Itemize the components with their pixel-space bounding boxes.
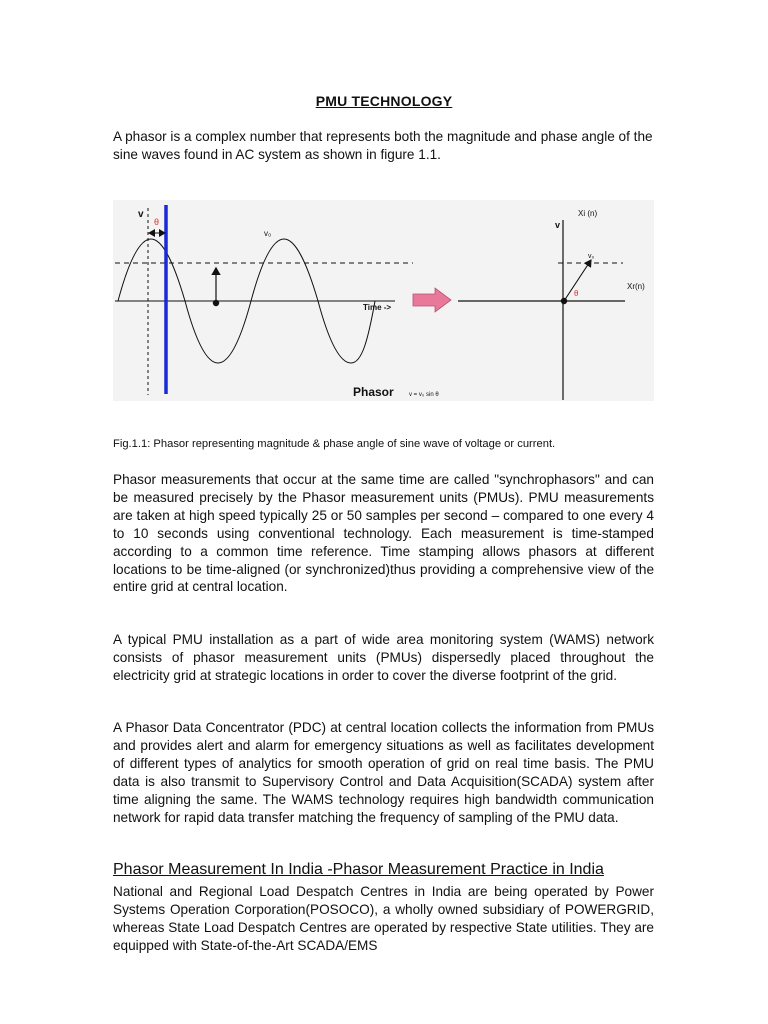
paragraph-india: National and Regional Load Despatch Centres in India are being operated by Power Systems Operation Corporation(POSOCO), a wholly owned subsidiary of POWERGRID, whereas State Load Despatch Centres are operated by respective State utilities. They are equipped with State-of-the-Art SCADA/EMS: [113, 884, 654, 953]
page-title: PMU TECHNOLOGY: [315, 93, 453, 109]
vo-wave-label: v₀: [264, 229, 272, 238]
intro-paragraph: A phasor is a complex number that represents both the magnitude and phase angle of the sine waves found in AC system as shown in figure 1.1.: [113, 129, 653, 162]
xi-label: Xi (n): [578, 209, 598, 218]
vo-vector-label: v₀: [588, 253, 595, 260]
phasor-formula: v = v₀ sin θ: [409, 392, 439, 398]
section-heading: Phasor Measurement In India -Phasor Measurement Practice in India: [113, 861, 604, 878]
theta-label-right: θ: [574, 289, 579, 298]
paragraph-pdc: A Phasor Data Concentrator (PDC) at central location collects the information from PMUs and provides alert and alarm for emergency situations as well as facilitates development of different types of analytics for smooth operation of grid on real time basis. The PMU data is also transmit to Supervisory Control and Data Acquisition(SCADA) system after time aligning the same. The WAMS technology requires high bandwidth communication network for rapid data transfer matching the frequency of sampling of the PMU data.: [113, 720, 654, 825]
time-axis-label: Time ->: [363, 303, 392, 312]
v-label-left: v: [138, 209, 144, 220]
figure-caption: Fig.1.1: Phasor representing magnitude & phase angle of sine wave of voltage or current.: [113, 438, 556, 450]
paragraph-synchrophasors: Phasor measurements that occur at the same time are called "synchrophasors" and can be measured precisely by the Phasor measurement units (PMUs). PMU measurements are taken at high speed typically 25 or 50 samples per second – compared to one every 4 to 10 seconds using conventional technology. Each measurement is time-stamped according to a common time reference. Time stamping allows phasors at different locations to be time-aligned (or synchronized)thus providing a comprehensive view of the entire grid at central location.: [113, 472, 654, 595]
amplitude-point: [213, 300, 219, 306]
phasor-word: Phasor: [353, 385, 394, 399]
v-label-right: v: [555, 220, 561, 230]
phasor-figure: [113, 200, 654, 401]
phasor-diagram: [113, 200, 654, 401]
transform-arrow: [413, 288, 451, 312]
phasor-origin: [561, 298, 567, 304]
theta-label-left: θ: [154, 217, 160, 227]
paragraph-wams: A typical PMU installation as a part of wide area monitoring system (WAMS) network consists of phasor measurement units (PMUs) dispersedly placed throughout the electricity grid at strategic locations in order to cover the diverse footprint of the grid.: [113, 632, 654, 683]
xr-label: Xr(n): [627, 282, 645, 291]
